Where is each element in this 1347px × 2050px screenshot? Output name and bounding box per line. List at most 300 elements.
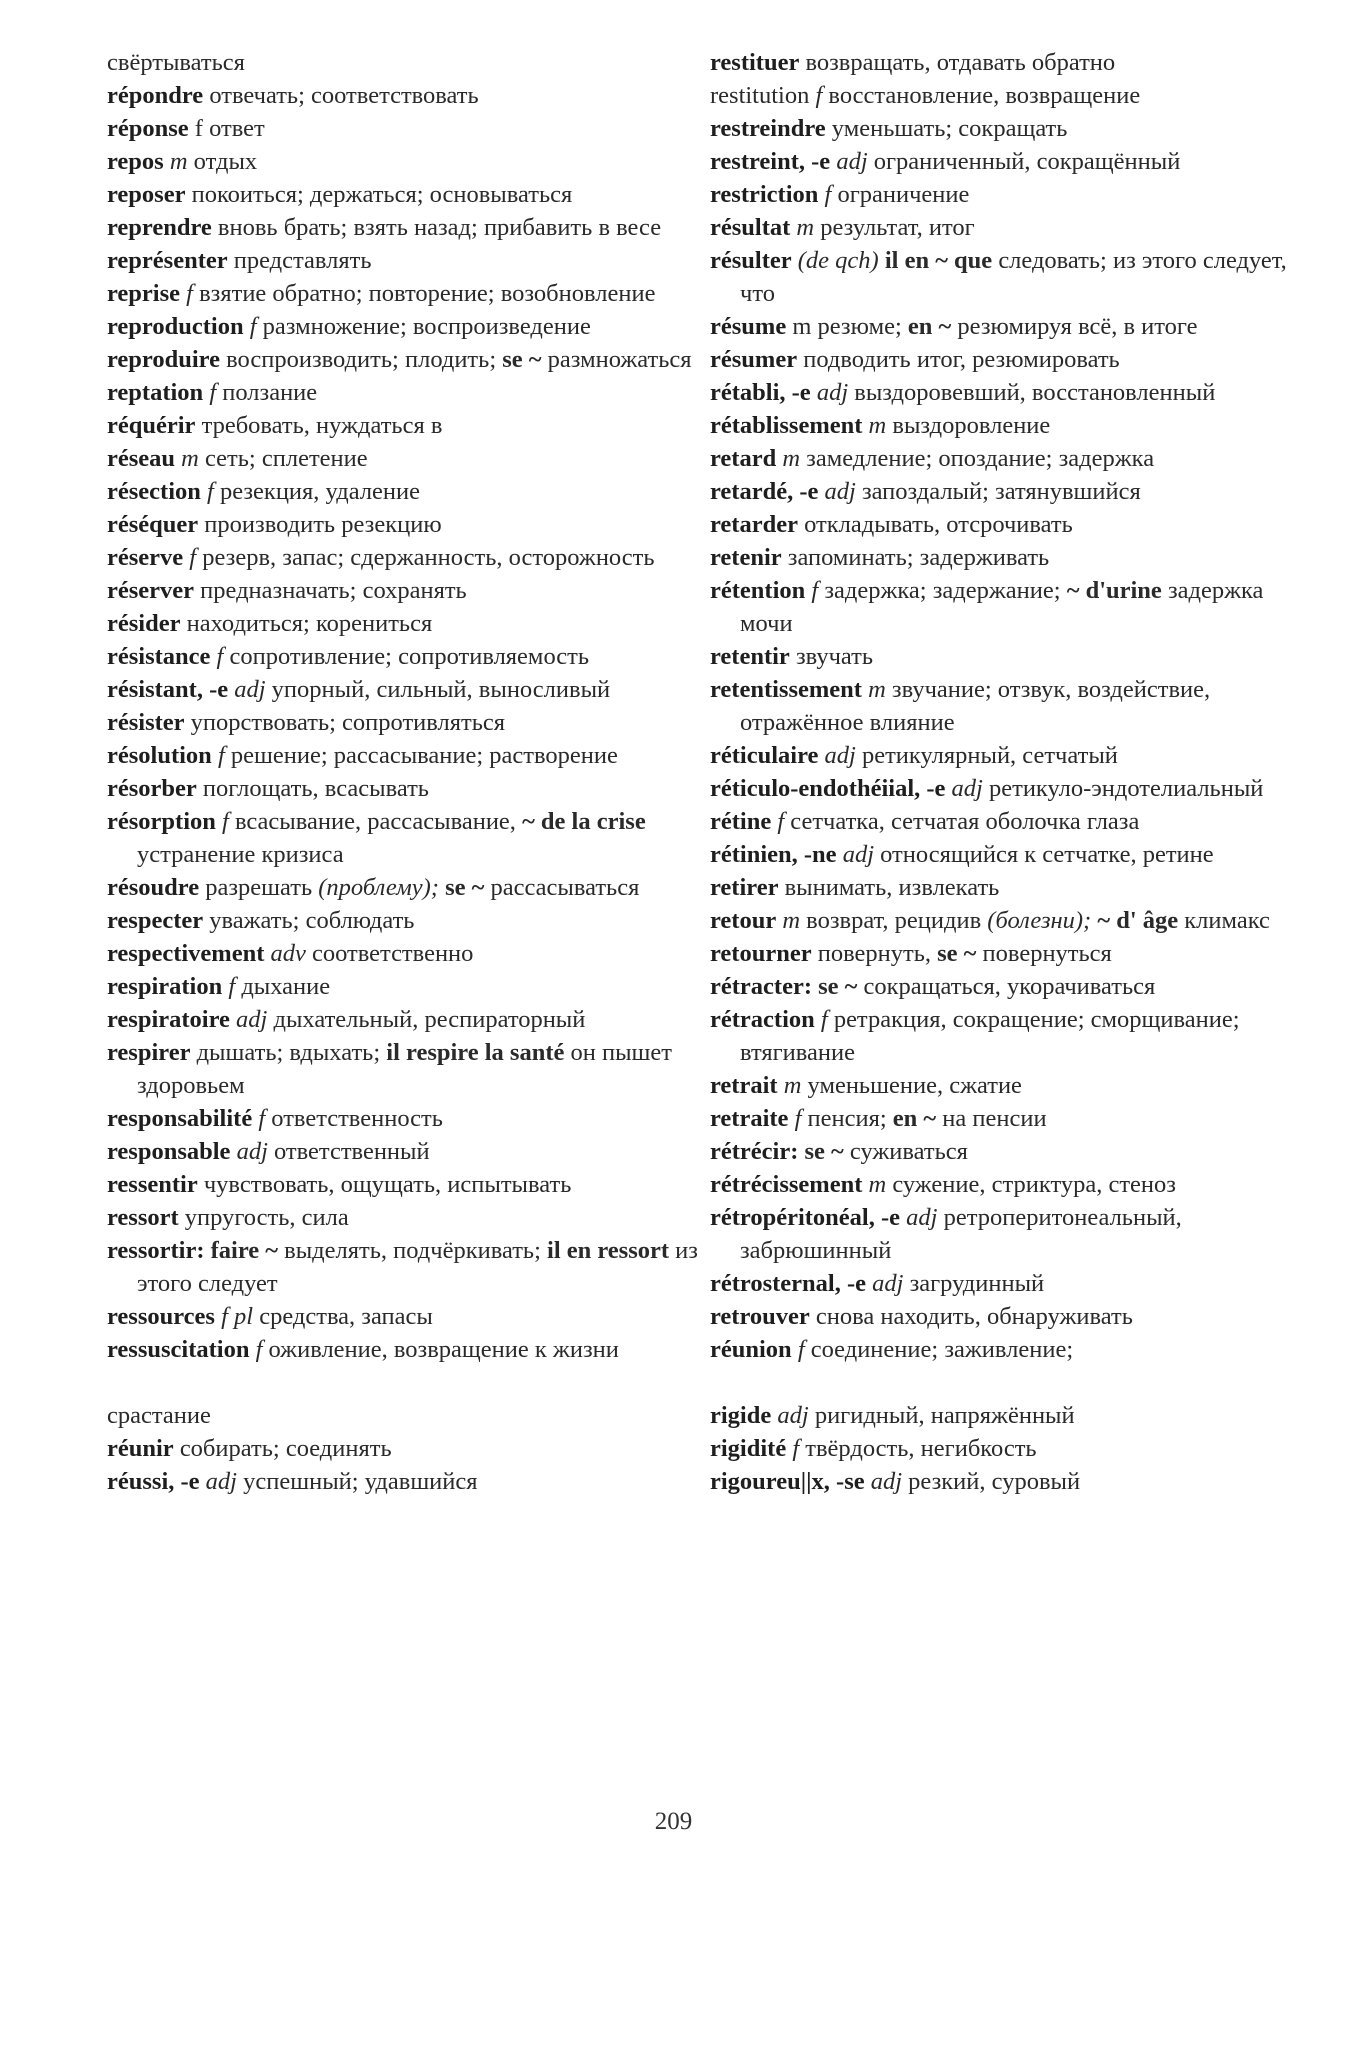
translation: собирать; соединять (179, 1435, 392, 1462)
translation: сопротивление; сопротивляемость (229, 643, 590, 670)
phrase-translation: восстановление, возвращение (828, 82, 1141, 109)
grammar-label: f (811, 577, 819, 604)
headword: rétraction (710, 1006, 815, 1033)
grammar-label: f (777, 808, 785, 835)
dictionary-entry (710, 343, 1310, 376)
translation: резерв, запас; сдержанность, осторожность (202, 544, 655, 571)
grammar-label: m (868, 676, 886, 703)
translation: ограниченный, сокращённый (873, 148, 1181, 175)
dictionary-entry (710, 112, 1310, 145)
headword: responsable (107, 1138, 231, 1165)
translation: оживление, возвращение к жизни (268, 1336, 619, 1363)
dictionary-entry (710, 739, 1310, 772)
translation: ретракция, сокращение; сморщивание; втягивание (740, 1006, 1240, 1066)
headword: reprendre (107, 214, 212, 241)
dictionary-entry (107, 1432, 719, 1465)
dictionary-entry (710, 574, 1310, 640)
headword: retrait (710, 1072, 778, 1099)
headword: restreindre (710, 115, 826, 142)
translation: сужение, стриктура, стеноз (892, 1171, 1176, 1198)
grammar-label: m (169, 148, 188, 175)
headword: réponse (107, 115, 189, 142)
translation: дышать; вдыхать; (196, 1039, 381, 1066)
dictionary-entry (710, 805, 1310, 838)
translation: ретроперитонеальный, забрюшинный (740, 1204, 1182, 1264)
phrase: en ~ (907, 313, 952, 340)
phrase-translation: он пышет здоровьем (137, 1039, 673, 1099)
headword: rétention (710, 577, 806, 604)
grammar-label: m (782, 445, 801, 472)
headword: respirer (107, 1039, 191, 1066)
headword: rétine (710, 808, 772, 835)
headword: respiratoire (107, 1006, 230, 1033)
headword: responsabilité (107, 1105, 253, 1132)
blank-line (107, 1366, 719, 1399)
phrase-translation: задержка мочи (740, 577, 1264, 637)
dictionary-entry (107, 343, 719, 376)
translation: запоздалый; затянувшийся (861, 478, 1141, 505)
dictionary-entry (710, 772, 1310, 805)
grammar-label: m (868, 1171, 887, 1198)
dictionary-entry (107, 541, 719, 574)
dictionary-entry (107, 871, 719, 904)
headword: réserve (107, 544, 184, 571)
translation: сетчатка, сетчатая оболочка глаза (790, 808, 1140, 835)
dictionary-entry (710, 1069, 1310, 1102)
headword: ressources (107, 1303, 215, 1330)
dictionary-entry (710, 1135, 1310, 1168)
dictionary-entry (710, 409, 1310, 442)
translation: загрудинный (909, 1270, 1045, 1297)
translation: задержка; задержание; (824, 577, 1061, 604)
translation: вновь брать; взять назад; прибавить в весе (217, 214, 662, 241)
headword: rigidité (710, 1435, 787, 1462)
headword: ressortir: (107, 1237, 205, 1264)
grammar-label: f (797, 1336, 805, 1363)
phrase-translation: устранение кризиса (137, 841, 344, 868)
translation: срастание (107, 1402, 211, 1429)
translation: ответственный (274, 1138, 430, 1165)
usage-note: (болезни); (987, 907, 1092, 934)
dictionary-entry (107, 409, 719, 442)
headword: résistant, -e (107, 676, 229, 703)
phrase: se ~ (937, 940, 977, 967)
translation: соединение; заживление; (810, 1336, 1074, 1363)
dictionary-entry (710, 970, 1310, 1003)
grammar-label: f (255, 1336, 263, 1363)
dictionary-entry (710, 46, 1310, 79)
translation: отдых (193, 148, 258, 175)
translation: ретикулярный, сетчатый (861, 742, 1118, 769)
translation: f ответ (194, 115, 265, 142)
headword: retraite (710, 1105, 789, 1132)
right-column (710, 46, 1310, 1498)
headword: réseau (107, 445, 176, 472)
grammar-label: adj (824, 478, 856, 505)
translation: уменьшать; сокращать (831, 115, 1068, 142)
dictionary-entry (107, 79, 719, 112)
grammar-label: adj (906, 1204, 938, 1231)
dictionary-entry (710, 79, 1310, 112)
dictionary-entry (107, 442, 719, 475)
grammar-label: f (794, 1105, 802, 1132)
dictionary-entry (107, 1201, 719, 1234)
left-column (107, 46, 719, 1498)
translation: ригидный, напряжённый (814, 1402, 1075, 1429)
translation: упорный, сильный, выносливый (271, 676, 611, 703)
headword: reprise (107, 280, 181, 307)
headword: retardé, -e (710, 478, 819, 505)
dictionary-entry (710, 310, 1310, 343)
headword: retentissement (710, 676, 862, 703)
dictionary-entry (107, 970, 719, 1003)
dictionary-entry (107, 1036, 719, 1102)
headword: retenir (710, 544, 782, 571)
headword: rétrosternal, -e (710, 1270, 866, 1297)
headword: résection (107, 478, 201, 505)
translation: m резюме; (792, 313, 902, 340)
headword: rétropéritonéal, -e (710, 1204, 901, 1231)
grammar-label: m (782, 907, 801, 934)
headword: résultat (710, 214, 791, 241)
dictionary-entry (107, 46, 719, 79)
grammar-label: f (186, 280, 193, 307)
headword: réticulo-endothéiial, -e (710, 775, 946, 802)
dictionary-entry (107, 739, 719, 772)
dictionary-entry (710, 541, 1310, 574)
dictionary-entry (710, 1267, 1310, 1300)
translation: твёрдость, негибкость (805, 1435, 1037, 1462)
grammar-label: f (258, 1105, 266, 1132)
dictionary-entry (107, 1333, 719, 1366)
translation: звучание; отзвук, воздействие, отражённое влияние (740, 676, 1211, 736)
headword: réunion (710, 1336, 792, 1363)
headword: résistance (107, 643, 211, 670)
dictionary-entry (710, 475, 1310, 508)
grammar-label: adj (205, 1468, 237, 1495)
phrase: en ~ (892, 1105, 937, 1132)
headword: reproduction (107, 313, 244, 340)
translation: отвечать; соответствовать (209, 82, 479, 109)
dictionary-entry (710, 937, 1310, 970)
translation: ползание (222, 379, 318, 406)
phrase-translation: выделять, подчёркивать; (284, 1237, 541, 1264)
headword: répondre (107, 82, 204, 109)
translation: разрешать (205, 874, 313, 901)
dictionary-entry (107, 475, 719, 508)
dictionary-entry (107, 376, 719, 409)
translation: дыхание (241, 973, 331, 1000)
dictionary-entry (710, 1168, 1310, 1201)
dictionary-entry (107, 178, 719, 211)
translation: сеть; сплетение (205, 445, 368, 472)
usage-note: f (815, 82, 823, 109)
headword: représenter (107, 247, 228, 274)
dictionary-entry (107, 277, 719, 310)
dictionary-entry (107, 310, 719, 343)
headword: ressentir (107, 1171, 198, 1198)
dictionary-entry (107, 640, 719, 673)
grammar-label: adj (236, 1138, 268, 1165)
grammar-label: adj (816, 379, 849, 406)
headword: rétablissement (710, 412, 863, 439)
headword: réséquer (107, 511, 199, 538)
headword: retentir (710, 643, 790, 670)
dictionary-entry (710, 1465, 1310, 1498)
dictionary-entry (107, 706, 719, 739)
dictionary-entry (710, 1432, 1310, 1465)
dictionary-entry (710, 1399, 1310, 1432)
phrase: ~ d' âge (1097, 907, 1179, 934)
translation: упорствовать; сопротивляться (190, 709, 506, 736)
usage-note: (de qch) (797, 247, 879, 274)
dictionary-entry (710, 1300, 1310, 1333)
dictionary-entry (710, 244, 1310, 310)
translation: ограничение (837, 181, 970, 208)
headword: rétracter: (710, 973, 812, 1000)
dictionary-entry (107, 211, 719, 244)
grammar-label: f (792, 1435, 800, 1462)
headword: résorption (107, 808, 216, 835)
headword: rétabli, -e (710, 379, 811, 406)
phrase-translation: следовать; (998, 247, 1107, 274)
phrase-translation: рассасываться (490, 874, 640, 901)
headword: respecter (107, 907, 204, 934)
grammar-label: adv (270, 940, 306, 967)
dictionary-entry (107, 112, 719, 145)
dictionary-entry (710, 640, 1310, 673)
translation: решение; рассасывание; растворение (230, 742, 618, 769)
dictionary-entry (710, 442, 1310, 475)
dictionary-entry (107, 244, 719, 277)
translation: представлять (233, 247, 372, 274)
translation: подводить итог, резюмировать (803, 346, 1120, 373)
phrase: se ~ (818, 973, 858, 1000)
dictionary-entry (107, 1234, 719, 1300)
phrase-translation: резюмируя всё, в итоге (957, 313, 1198, 340)
grammar-label: m (783, 1072, 802, 1099)
blank-line (710, 1366, 1310, 1399)
grammar-label: adj (836, 148, 868, 175)
translation: резекция, удаление (219, 478, 421, 505)
headword: résumer (710, 346, 798, 373)
translation: снова находить, обнаруживать (815, 1303, 1133, 1330)
dictionary-entry (710, 178, 1310, 211)
translation: воспроизводить; плодить; (226, 346, 497, 373)
dictionary-entry (107, 1399, 719, 1432)
headword: rétrécissement (710, 1171, 863, 1198)
headword: réticulaire (710, 742, 819, 769)
headword: ressort (107, 1204, 179, 1231)
phrase: il en ressort (547, 1237, 670, 1264)
translation: дыхательный, респираторный (273, 1006, 586, 1033)
phrase: se ~ (445, 874, 485, 901)
headword: résoudre (107, 874, 200, 901)
translation: чувствовать, ощущать, испытывать (203, 1171, 572, 1198)
grammar-label: f (209, 379, 217, 406)
translation: всасывание, рассасывание, (234, 808, 516, 835)
translation: производить резекцию (204, 511, 442, 538)
headword: reptation (107, 379, 204, 406)
dictionary-entry (710, 673, 1310, 739)
dictionary-entry (107, 607, 719, 640)
phrase-translation: из этого следует, что (740, 247, 1287, 307)
translation: ретикуло-эндотелиальный (988, 775, 1264, 802)
dictionary-entry (710, 871, 1310, 904)
translation: предназначать; сохранять (200, 577, 467, 604)
grammar-label: m (796, 214, 815, 241)
translation: возврат, рецидив (806, 907, 982, 934)
translation: звучать (795, 643, 874, 670)
dictionary-entry (107, 904, 719, 937)
translation: результат, итог (820, 214, 975, 241)
dictionary-entry (710, 145, 1310, 178)
translation: повернуть, (817, 940, 931, 967)
translation: замедление; опоздание; задержка (806, 445, 1155, 472)
usage-note: (проблему); (318, 874, 439, 901)
headword: restreint, -e (710, 148, 831, 175)
dictionary-entry (710, 838, 1310, 871)
headword: respectivement (107, 940, 265, 967)
dictionary-entry (107, 937, 719, 970)
headword: reproduire (107, 346, 220, 373)
phrase-translation: суживаться (849, 1138, 968, 1165)
grammar-label: adj (872, 1270, 904, 1297)
dictionary-entry (710, 376, 1310, 409)
dictionary-entry (107, 805, 719, 871)
phrase: il en ~ que (884, 247, 993, 274)
dictionary-entry (710, 1201, 1310, 1267)
grammar-label: adj (842, 841, 874, 868)
headword: réunir (107, 1435, 174, 1462)
dictionary-entry (710, 1333, 1310, 1366)
dictionary-entry (107, 1003, 719, 1036)
grammar-label: m (181, 445, 199, 472)
headword: réquérir (107, 412, 196, 439)
headword: retrouver (710, 1303, 810, 1330)
translation: находиться; корениться (186, 610, 433, 637)
headword: restriction (710, 181, 819, 208)
headword: respiration (107, 973, 223, 1000)
phrase: faire ~ (210, 1237, 279, 1264)
phrase: ~ d'urine (1066, 577, 1162, 604)
translation: уменьшение, сжатие (807, 1072, 1022, 1099)
dictionary-entry (107, 673, 719, 706)
headword: rigoureu||x, -se (710, 1468, 865, 1495)
grammar-label: f pl (221, 1303, 254, 1330)
headword: retourner (710, 940, 812, 967)
headword: retour (710, 907, 777, 934)
translation: выздоровевший, восстановленный (854, 379, 1216, 406)
phrase: il respire la santé (386, 1039, 565, 1066)
phrase: se ~ (502, 346, 542, 373)
dictionary-entry (107, 508, 719, 541)
phrase: ~ de la crise (522, 808, 646, 835)
headword: résume (710, 313, 787, 340)
headword: réserver (107, 577, 195, 604)
headword: rétinien, -ne (710, 841, 837, 868)
grammar-label: f (216, 643, 224, 670)
headword: reposer (107, 181, 186, 208)
translation: поглощать, всасывать (202, 775, 429, 802)
translation: возвращать, отдавать обратно (805, 49, 1116, 76)
headword: résider (107, 610, 181, 637)
phrase-translation: из этого следует (137, 1237, 698, 1297)
dictionary-entry (710, 508, 1310, 541)
translation: соответственно (312, 940, 474, 967)
grammar-label: adj (951, 775, 983, 802)
grammar-label: adj (824, 742, 856, 769)
grammar-label: adj (236, 1006, 268, 1033)
translation: свёртываться (107, 49, 245, 76)
dictionary-entry (710, 904, 1310, 937)
phrase-translation: на пенсии (942, 1105, 1047, 1132)
translation: требовать, нуждаться в (201, 412, 443, 439)
translation: относящийся к сетчатке, ретине (880, 841, 1214, 868)
translation: пенсия; (807, 1105, 887, 1132)
dictionary-entry (107, 1135, 719, 1168)
grammar-label: f (228, 973, 236, 1000)
headword: résorber (107, 775, 197, 802)
headword: ressuscitation (107, 1336, 250, 1363)
translation: размножение; воспроизведение (262, 313, 591, 340)
grammar-label: f (217, 742, 225, 769)
grammar-label: f (820, 1006, 828, 1033)
grammar-label: f (249, 313, 257, 340)
grammar-label: adj (777, 1402, 809, 1429)
translation: выздоровление (892, 412, 1051, 439)
headword: résolution (107, 742, 212, 769)
phrase-translation: размножаться (547, 346, 692, 373)
translation: взятие обратно; повторение; возобновление (199, 280, 656, 307)
translation: вынимать, извлекать (784, 874, 1000, 901)
dictionary-entry (710, 1003, 1310, 1069)
translation: запоминать; задерживать (787, 544, 1050, 571)
dictionary-entry (107, 1102, 719, 1135)
translation: упругость, сила (184, 1204, 349, 1231)
dictionary-entry (107, 1465, 719, 1498)
dictionary-entry (107, 574, 719, 607)
grammar-label: adj (870, 1468, 903, 1495)
translation: резкий, суровый (908, 1468, 1081, 1495)
dictionary-entry (107, 1300, 719, 1333)
translation: ответственность (271, 1105, 443, 1132)
dictionary-entry (710, 1102, 1310, 1135)
headword: rigide (710, 1402, 772, 1429)
dictionary-entry (107, 1168, 719, 1201)
headword: retirer (710, 874, 779, 901)
translation: средства, запасы (259, 1303, 433, 1330)
dictionary-entry (107, 772, 719, 805)
headword: résulter (710, 247, 792, 274)
phrase-translation: сокращаться, укорачиваться (863, 973, 1156, 1000)
translation: restitution (710, 82, 810, 109)
grammar-label: m (868, 412, 887, 439)
grammar-label: f (207, 478, 214, 505)
dictionary-entry (107, 145, 719, 178)
grammar-label: adj (234, 676, 266, 703)
headword: repos (107, 148, 164, 175)
dictionary-entry (710, 211, 1310, 244)
phrase-translation: повернуться (982, 940, 1112, 967)
translation: покоиться; держаться; основываться (191, 181, 573, 208)
phrase-translation: климакс (1184, 907, 1270, 934)
translation: откладывать, отсрочивать (804, 511, 1073, 538)
headword: restituer (710, 49, 800, 76)
headword: retard (710, 445, 777, 472)
page-number: 209 (654, 1808, 693, 1835)
headword: réussi, -e (107, 1468, 200, 1495)
